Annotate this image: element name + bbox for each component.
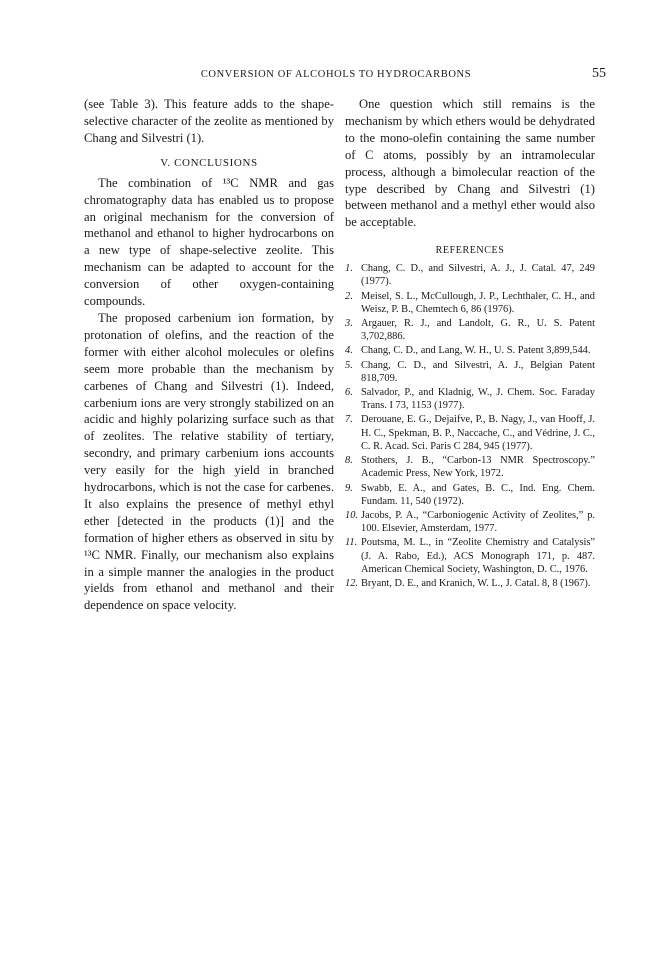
reference-text: Argauer, R. J., and Landolt, G. R., U. S. Patent 3,702,886. [361, 318, 595, 343]
left-column [84, 96, 334, 614]
reference-item [345, 262, 595, 288]
reference-number: 10. [345, 509, 358, 521]
section-heading-conclusions: V. CONCLUSIONS [160, 156, 258, 169]
reference-number: 3. [345, 318, 353, 330]
reference-item [345, 290, 595, 316]
reference-text: Chang, C. D., and Silvestri, A. J., Belgian Patent 818,709. [361, 359, 595, 384]
reference-text: Chang, C. D., and Silvestri, A. J., J. Catal. 47, 249 (1977). [361, 263, 595, 288]
reference-text: Bryant, D. E., and Kranich, W. L., J. Catal. 8, 8 (1967). [361, 577, 591, 589]
reference-item [345, 482, 595, 508]
reference-text: Meisel, S. L., McCullough, J. P., Lechthaler, C. H., and Weisz, P. B., Chemtech 6, 86 (1976). [361, 290, 595, 315]
reference-text: Chang, C. D., and Lang, W. H., U. S. Patent 3,899,544. [361, 345, 591, 357]
references-heading: REFERENCES [435, 245, 505, 257]
reference-item [345, 359, 595, 385]
reference-number: 8. [345, 455, 353, 467]
reference-number: 11. [345, 537, 358, 549]
reference-item [345, 454, 595, 480]
reference-number: 12. [345, 577, 358, 589]
reference-number: 5. [345, 359, 353, 371]
reference-text: Salvador, P., and Kladnig, W., J. Chem. Soc. Faraday Trans. I 73, 1153 (1977). [361, 387, 595, 412]
conclusions-paragraph-1: The combination of ¹³C NMR and gas chromatography data has enabled us to propose an original mechanism for the conversion of methanol and ethanol to higher hydrocarbons on a new type of shape-selective zeolite. This mechanism can be adapted to account for the conversion of other oxygen-containing compounds. [84, 175, 334, 309]
reference-number: 2. [345, 290, 353, 302]
reference-number: 7. [345, 414, 353, 426]
conclusions-paragraph-3: One question which still remains is the mechanism by which ethers would be dehydrated to the mono-olefin containing the same number of C atoms, possibly by an intramolecular process, although a bimolecular reaction of the type described by Chang and Silvestri (1) between methanol and a methyl ether would also be acceptable. [345, 97, 595, 230]
reference-item [345, 413, 595, 453]
page-number: 55 [592, 66, 606, 81]
reference-item [345, 317, 595, 343]
reference-text: Stothers, J. B., “Carbon-13 NMR Spectroscopy.” Academic Press, New York, 1972. [361, 455, 595, 480]
reference-text: Poutsma, M. L., in “Zeolite Chemistry and Catalysis” (J. A. Rabo, Ed.), ACS Monograph 171, p. 487. American Chemical Society, Washington, D. C., 1976. [361, 537, 595, 575]
reference-number: 6. [345, 387, 353, 399]
intro-paragraph: (see Table 3). This feature adds to the shape-selective character of the zeolite as mentioned by Chang and Silvestri (1). [84, 97, 334, 145]
reference-number: 4. [345, 345, 353, 357]
reference-text: Derouane, E. G., Dejaifve, P., B. Nagy, J., van Hooff, J. H. C., Spekman, B. P., Naccache, C., and Védrine, J. C., C. R. Acad. Sci. Paris C 284, 945 (1977). [361, 414, 595, 452]
running-header: CONVERSION OF ALCOHOLS TO HYDROCARBONS [200, 69, 472, 80]
reference-number: 1. [345, 263, 353, 275]
reference-item [345, 577, 595, 590]
reference-text: Jacobs, P. A., “Carboniogenic Activity of Zeolites,” p. 100. Elsevier, Amsterdam, 1977. [361, 509, 595, 535]
references-list [345, 262, 595, 590]
right-column [345, 96, 595, 591]
reference-text: Swabb, E. A., and Gates, B. C., Ind. Eng. Chem. Fundam. 11, 540 (1972). [361, 482, 595, 507]
reference-item [345, 509, 595, 535]
reference-item [345, 386, 595, 412]
reference-item [345, 536, 595, 576]
reference-number: 9. [345, 482, 353, 494]
reference-item [345, 344, 595, 357]
conclusions-paragraph-2: The proposed carbenium ion formation, by protonation of olefins, and the reaction of the former with either alcohol molecules or olefins seem more probable than the mechanism by carbenes of Chang and Silvestri (1). Indeed, carbenium ions are very strongly stabilized on an acidic and highly polarizing surface such as that of zeolites. The relative stability of tertiary, secondry, and primary carbenium ions accounts very easily for the high yield in branched hydrocarbons, which is not the case for carbenes. It also explains the presence of methyl ethyl ether [detected in the products (1)] and the formation of higher ethers as observed in situ by ¹³C NMR. Finally, our mechanism also explains in a simple manner the analogies in the product yields from ethanol and methanol and their dependence on space velocity. [84, 310, 334, 613]
